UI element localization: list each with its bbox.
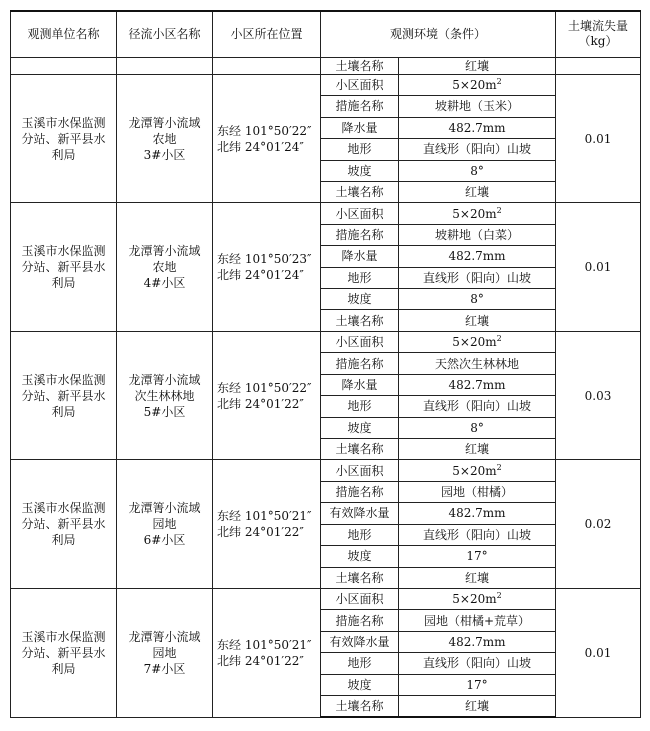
condition-value: [399, 696, 556, 717]
condition-value: [399, 117, 556, 138]
condition-value-text: 坡耕地（玉米）: [435, 99, 520, 114]
condition-value: [399, 374, 556, 395]
condition-label: 措施名称: [321, 224, 399, 245]
condition-value: [399, 567, 556, 588]
unit-cell: 玉溪市水保监测 分站、新平县水 利局: [11, 74, 117, 203]
table-row: [11, 74, 641, 95]
loss-cell: 0.03: [556, 331, 641, 460]
condition-value-text: 红壤: [465, 185, 490, 200]
condition-value: [399, 203, 556, 224]
observation-table: [10, 10, 641, 718]
header-row: [11, 11, 641, 57]
condition-value-text: 园地（柑橘）: [441, 485, 514, 500]
condition-value-text: 8°: [470, 420, 484, 435]
table-row: [11, 460, 641, 481]
table-body: [11, 57, 641, 717]
table-row: [11, 203, 641, 224]
loss-cell: 0.01: [556, 203, 641, 332]
condition-label: 措施名称: [321, 481, 399, 502]
condition-value: [399, 396, 556, 417]
condition-label: 小区面积: [321, 588, 399, 609]
unit-superscript: 2: [496, 591, 502, 601]
plot-cell: 龙潭箐小流域 园地 6#小区: [117, 460, 213, 589]
unit-superscript: 2: [496, 462, 502, 472]
loss-cell: 0.02: [556, 460, 641, 589]
condition-value-text: 红壤: [465, 442, 490, 457]
location-cell: 东经 101°50′21″ 北纬 24°01′22″: [213, 588, 321, 717]
condition-label: 土壤名称: [321, 57, 399, 74]
condition-value-text: 坡耕地（白菜）: [435, 227, 520, 242]
condition-value: [399, 74, 556, 95]
condition-label: 措施名称: [321, 610, 399, 631]
location-cell: 东经 101°50′22″ 北纬 24°01′22″: [213, 331, 321, 460]
condition-label: 小区面积: [321, 203, 399, 224]
header-location: 小区所在位置: [213, 11, 321, 57]
table-row: [11, 57, 641, 74]
condition-value-text: 5×20m: [452, 592, 497, 607]
plot-cell: 龙潭箐小流域 次生林林地 5#小区: [117, 331, 213, 460]
condition-value: [399, 331, 556, 352]
condition-value: [399, 353, 556, 374]
condition-label: 小区面积: [321, 331, 399, 352]
condition-value-text: 红壤: [465, 699, 490, 714]
condition-label: 地形: [321, 139, 399, 160]
loss-cell: 0.01: [556, 588, 641, 717]
blank-cell: [117, 57, 213, 74]
condition-value: [399, 460, 556, 481]
condition-label: 土壤名称: [321, 181, 399, 202]
condition-value: 红壤: [399, 57, 556, 74]
condition-value: [399, 481, 556, 502]
condition-value: [399, 674, 556, 695]
condition-label: 小区面积: [321, 74, 399, 95]
condition-value-text: 天然次生林林地: [435, 356, 520, 371]
condition-value: [399, 139, 556, 160]
condition-value: [399, 224, 556, 245]
condition-value-text: 482.7mm: [448, 635, 506, 649]
loss-cell: 0.01: [556, 74, 641, 203]
condition-value-text: 直线形（阳向）山坡: [423, 399, 532, 414]
condition-label: 措施名称: [321, 96, 399, 117]
condition-label: 降水量: [321, 246, 399, 267]
condition-value: [399, 631, 556, 652]
plot-cell: 龙潭箐小流域 园地 7#小区: [117, 588, 213, 717]
condition-value: [399, 588, 556, 609]
condition-label: 土壤名称: [321, 439, 399, 460]
condition-value-text: 红壤: [465, 570, 490, 585]
location-cell: 东经 101°50′22″ 北纬 24°01′24″: [213, 74, 321, 203]
condition-value-text: 8°: [470, 292, 484, 307]
condition-value: [399, 653, 556, 674]
condition-value: [399, 267, 556, 288]
table-row: [11, 331, 641, 352]
condition-value-text: 直线形（阳向）山坡: [423, 270, 532, 285]
header-plot: 径流小区名称: [117, 11, 213, 57]
table-row: [11, 588, 641, 609]
condition-value-text: 直线形（阳向）山坡: [423, 527, 532, 542]
unit-cell: 玉溪市水保监测 分站、新平县水 利局: [11, 588, 117, 717]
unit-cell: 玉溪市水保监测 分站、新平县水 利局: [11, 203, 117, 332]
condition-value: [399, 289, 556, 310]
condition-value: [399, 417, 556, 438]
condition-value-text: 红壤: [465, 313, 490, 328]
condition-value-text: 5×20m: [452, 206, 497, 221]
condition-label: 坡度: [321, 160, 399, 181]
condition-label: 有效降水量: [321, 631, 399, 652]
condition-value: [399, 96, 556, 117]
condition-label: 小区面积: [321, 460, 399, 481]
condition-value-text: 482.7mm: [448, 120, 506, 135]
unit-superscript: 2: [496, 77, 502, 87]
location-cell: 东经 101°50′21″ 北纬 24°01′22″: [213, 460, 321, 589]
condition-value: [399, 610, 556, 631]
condition-value: [399, 246, 556, 267]
header-loss: 土壤流失量 （kg）: [556, 11, 641, 57]
condition-label: 地形: [321, 524, 399, 545]
condition-value-text: 5×20m: [452, 463, 497, 478]
blank-cell: [11, 57, 117, 74]
condition-value: [399, 181, 556, 202]
condition-label: 降水量: [321, 374, 399, 395]
condition-value: [399, 546, 556, 567]
condition-value: [399, 524, 556, 545]
condition-value: [399, 503, 556, 524]
condition-label: 地形: [321, 653, 399, 674]
condition-label: 坡度: [321, 546, 399, 567]
condition-value: [399, 439, 556, 460]
location-cell: 东经 101°50′23″ 北纬 24°01′24″: [213, 203, 321, 332]
plot-cell: 龙潭箐小流域 农地 4#小区: [117, 203, 213, 332]
condition-value-text: 17°: [466, 677, 488, 692]
condition-value-text: 5×20m: [452, 78, 497, 93]
condition-label: 有效降水量: [321, 503, 399, 524]
blank-cell: [213, 57, 321, 74]
condition-value-text: 17°: [466, 549, 488, 564]
condition-value: [399, 160, 556, 181]
condition-value-text: 5×20m: [452, 335, 497, 350]
unit-cell: 玉溪市水保监测 分站、新平县水 利局: [11, 460, 117, 589]
condition-value-text: 8°: [470, 163, 484, 178]
unit-superscript: 2: [496, 205, 502, 215]
condition-value: [399, 310, 556, 331]
condition-value-text: 直线形（阳向）山坡: [423, 142, 532, 157]
condition-value-text: 园地（柑橘+荒草）: [423, 613, 531, 628]
condition-value-text: 直线形（阳向）山坡: [423, 656, 532, 671]
blank-cell: [556, 57, 641, 74]
condition-label: 坡度: [321, 417, 399, 438]
condition-label: 地形: [321, 396, 399, 417]
header-env: 观测环境（条件）: [321, 11, 556, 57]
condition-value-text: 482.7mm: [448, 506, 506, 521]
condition-label: 坡度: [321, 674, 399, 695]
plot-cell: 龙潭箐小流域 农地 3#小区: [117, 74, 213, 203]
condition-label: 坡度: [321, 289, 399, 310]
condition-value-text: 482.7mm: [448, 249, 506, 264]
condition-label: 土壤名称: [321, 696, 399, 717]
condition-value-text: 482.7mm: [448, 377, 506, 392]
unit-cell: 玉溪市水保监测 分站、新平县水 利局: [11, 331, 117, 460]
condition-label: 地形: [321, 267, 399, 288]
header-unit: 观测单位名称: [11, 11, 117, 57]
condition-label: 土壤名称: [321, 310, 399, 331]
condition-label: 措施名称: [321, 353, 399, 374]
condition-label: 土壤名称: [321, 567, 399, 588]
unit-superscript: 2: [496, 334, 502, 344]
condition-label: 降水量: [321, 117, 399, 138]
